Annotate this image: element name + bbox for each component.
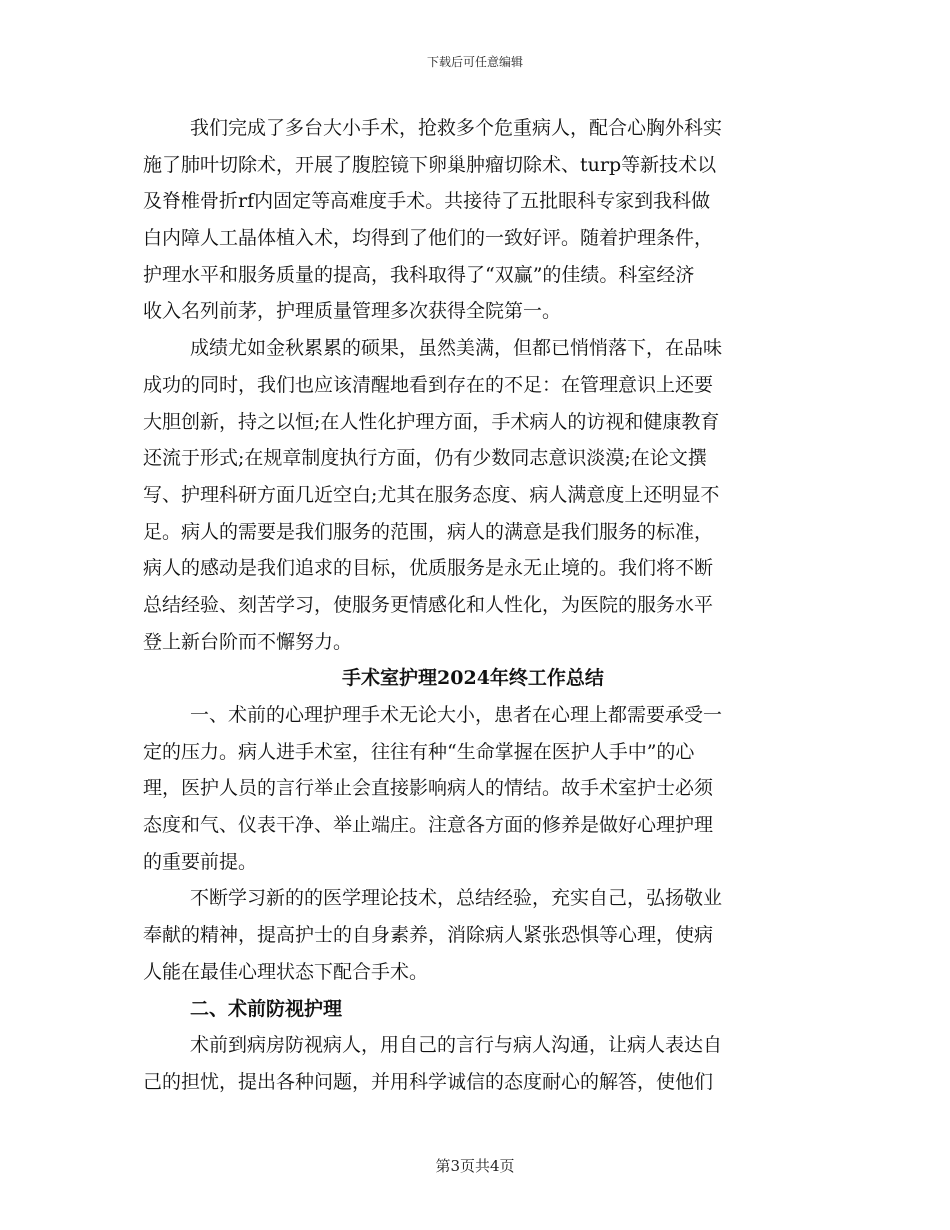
page-number: 第3页共4页	[435, 1157, 515, 1175]
paragraph-line: 写、护理科研方面几近空白;尤其在服务态度、病人满意度上还明显不	[143, 483, 720, 506]
paragraph-line: 还流于形式;在规章制度执行方面，仍有少数同志意识淡漠;在论文撰	[143, 447, 707, 470]
paragraph-line: 成绩尤如金秋累累的硕果，虽然美满，但都已悄悄落下，在品味	[190, 337, 723, 360]
paragraph-line: 成功的同时，我们也应该清醒地看到存在的不足：在管理意识上还要	[143, 373, 714, 396]
paragraph-line: 己的担忧，提出各种问题，并用科学诚信的态度耐心的解答，使他们	[143, 1070, 714, 1093]
page-header: 下载后可任意编辑	[426, 55, 523, 69]
paragraph-line: 定的压力。病人进手术室，往往有种“生命掌握在医护人手中”的心	[143, 740, 695, 763]
paragraph-line: 术前到病房防视病人，用自己的言行与病人沟通，让病人表达自	[190, 1034, 723, 1057]
paragraph-line: 的重要前提。	[143, 850, 258, 873]
paragraph-line: 病人的感动是我们追求的目标，优质服务是永无止境的。我们将不断	[143, 557, 714, 580]
paragraph-line: 登上新台阶而不懈努力。	[143, 630, 353, 653]
paragraph-line: 施了肺叶切除术，开展了腹腔镜下卵巢肿瘤切除术、turp等新技术以	[143, 153, 717, 176]
paragraph-line: 不断学习新的的医学理论技术，总结经验，充实自己，弘扬敬业	[190, 887, 723, 910]
paragraph-line: 足。病人的需要是我们服务的范围，病人的满意是我们服务的标准，	[143, 520, 714, 543]
paragraph-line: 护理水平和服务质量的提高，我科取得了“双赢”的佳绩。科室经济	[143, 263, 695, 286]
paragraph-line: 及脊椎骨折rf内固定等高难度手术。共接待了五批眼科专家到我科做	[143, 190, 711, 213]
paragraph-line: 奉献的精神，提高护士的自身素养，消除病人紧张恐惧等心理，使病	[143, 924, 714, 947]
section-title: 手术室护理2024年终工作总结	[342, 667, 604, 690]
document-body	[143, 110, 803, 1101]
paragraph-line: 总结经验、刻苦学习，使服务更情感化和人性化，为医院的服务水平	[143, 593, 714, 616]
paragraph-line: 态度和气、仪表干净、举止端庄。注意各方面的修养是做好心理护理	[143, 814, 714, 837]
paragraph-line: 理，医护人员的言行举止会直接影响病人的情结。故手术室护士必须	[143, 777, 714, 800]
paragraph-line: 白内障人工晶体植入术，均得到了他们的一致好评。随着护理条件，	[143, 227, 714, 250]
paragraph-line: 人能在最佳心理状态下配合手术。	[143, 960, 429, 983]
paragraph-line: 我们完成了多台大小手术，抢救多个危重病人，配合心胸外科实	[190, 117, 723, 139]
paragraph-line: 收入名列前茅，护理质量管理多次获得全院第一。	[143, 300, 562, 323]
paragraph-line: 大胆创新，持之以恒;在人性化护理方面，手术病人的访视和健康教育	[143, 410, 720, 433]
paragraph-line: 一、术前的心理护理手术无论大小，患者在心理上都需要承受一	[190, 704, 723, 726]
subsection-heading: 二、术前防视护理	[190, 997, 343, 1020]
